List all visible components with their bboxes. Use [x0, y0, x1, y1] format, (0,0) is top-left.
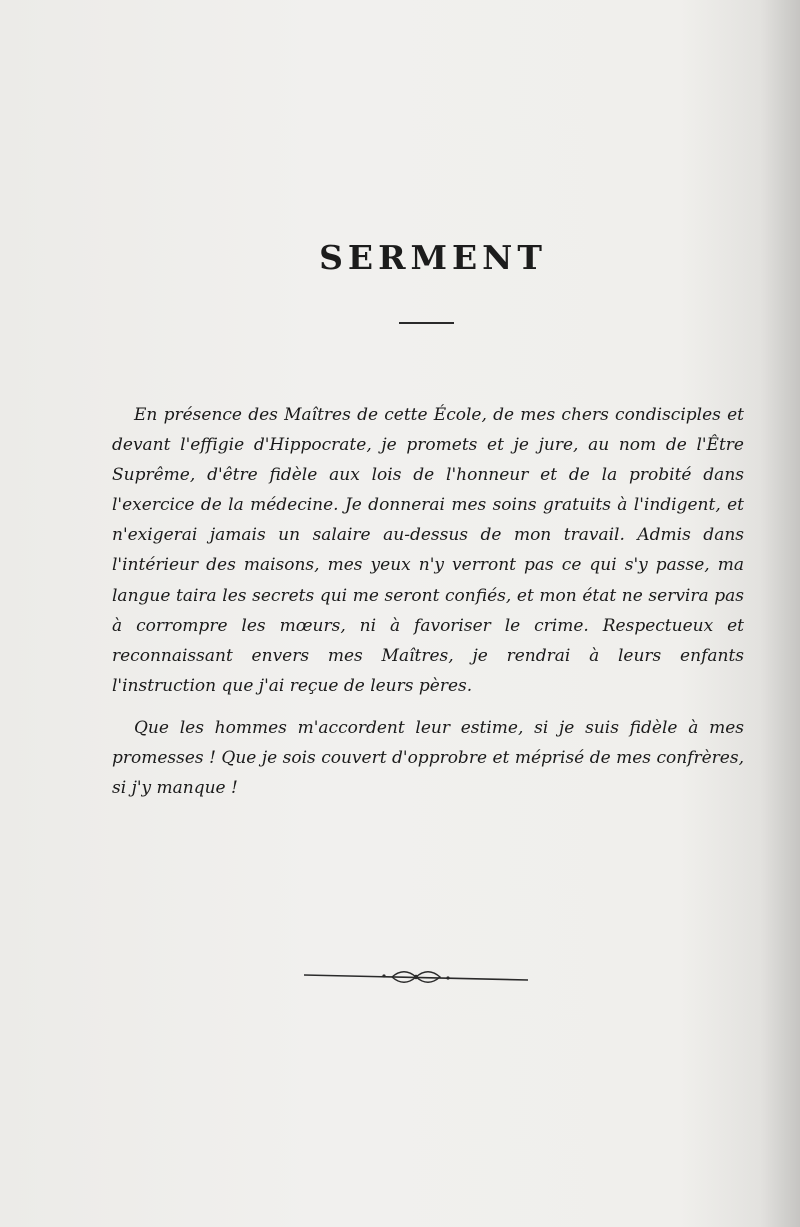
ornament-divider: [304, 966, 528, 988]
oath-paragraph-2: Que les hommes m'accordent leur estime, si je suis fidèle à mes promesses ! Que je sois couvert d'opprobre et méprisé de mes confrères, si j'y manque !: [112, 717, 744, 799]
title-rule: [399, 322, 454, 324]
oath-text: [112, 400, 744, 803]
page-title: SERMENT: [319, 238, 547, 277]
oath-paragraph-1: En présence des Maîtres de cette École, de mes chers condisciples et devant l'effigie d'Hippocrate, je promets et je jure, au nom de l'Être Suprême, d'être fidèle aux lois de l'honneur et de la probité dans l'exercice de la médecine. Je donnerai mes soins gratuits à l'indigent, et n'exigerai jamais un salaire au-dessus de mon travail. Admis dans l'intérieur des maisons, mes yeux n'y verront pas ce qui s'y passe, ma langue taira les secrets qui me seront confiés, et mon état ne servira pas à corrompre les mœurs, ni à favoriser le crime. Respectueux et reconnaissant envers mes Maîtres, je rendrai à leurs enfants l'instruction que j'ai reçue de leurs pères.: [112, 405, 744, 696]
page-edge-shadow: [760, 0, 800, 1227]
